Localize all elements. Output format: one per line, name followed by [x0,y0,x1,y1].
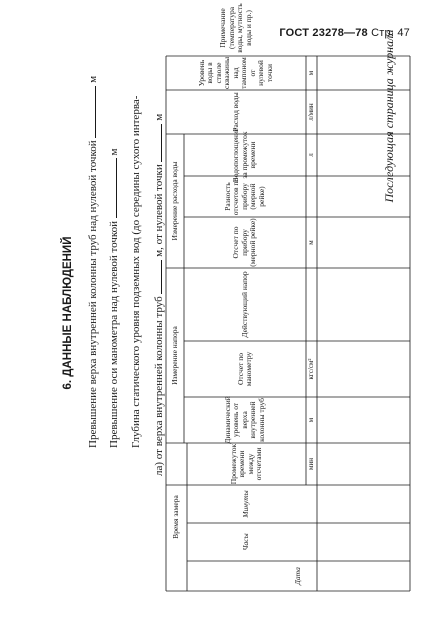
unit-volume: л [307,153,316,157]
blank-field [107,158,117,218]
header-volume: Водопоглощение за промежуток времени [231,127,258,183]
line-manometer-axis-text: Превышение оси манометра над нулевой точкой [108,220,120,448]
unit-flow-rate: л/мин [307,103,316,121]
unit-interval: мин [307,458,316,470]
blank-field [152,260,162,294]
header-head: Действующий напор [239,271,249,338]
line-static-level-cont [152,114,165,476]
header-group-time: Время замера [171,495,181,539]
blank-field [86,86,96,138]
unit-gauge: м [307,240,316,245]
line-static-level-prefix: ла) от верха внутренней колонны труб [153,296,165,476]
header-minutes: Минуты [241,490,251,518]
standard-number: ГОСТ 23278—78 [279,27,368,39]
header-gauge: Отсчет по прибору (мерной рейке) [231,218,258,267]
unit-m: м [153,113,165,121]
header-difference: Разность отсчетов по прибору (мерной рейке) [222,177,266,216]
unit-m: м [108,148,120,156]
header-date: Дата [293,567,303,585]
line-top-of-pipe-text: Превышение верха внутренней колонны труб над нулевой точкой [87,140,99,448]
header-manometer: Отсчет по манометру [235,351,253,387]
unit-tampon-level: м [307,70,316,76]
header-tampon-level: Уровень воды в стволе скважины над тампоном от нулевой точки [196,57,274,89]
header-group-flow: Измерение расхода воды [169,161,179,241]
line-top-of-pipe [86,76,99,448]
page-number: Стр. 47 [371,27,410,39]
unit-manometer: кгс/см² [307,358,316,380]
blank-field [152,124,162,162]
header-note: Примечание (температура воды, мутность воды и пр.) [218,3,253,53]
header-dynamic-level: Динамический уровень от верха внутренней колонны труб [222,396,266,444]
section-title: 6. ДАННЫЕ НАБЛЮДЕНИЙ [62,236,74,390]
header-flow-rate: Расход воды [230,92,240,132]
header-group-pressure: Измерение напора [169,326,179,385]
unit-m: м [87,75,99,83]
header-interval: Промежуток времени между отсчетами [228,443,263,485]
journal-note: Последующая страница журнала [382,29,396,203]
line-static-level-text: Глубина статического уровня подземных вод (до середины сухого интерва- [130,95,142,448]
header-hours: Часы [241,533,251,551]
unit-dynamic-level: м [307,417,316,423]
line-static-level [130,96,142,448]
line-static-level-mid: м, от нулевой точки [153,164,165,257]
line-manometer-axis [107,148,120,448]
